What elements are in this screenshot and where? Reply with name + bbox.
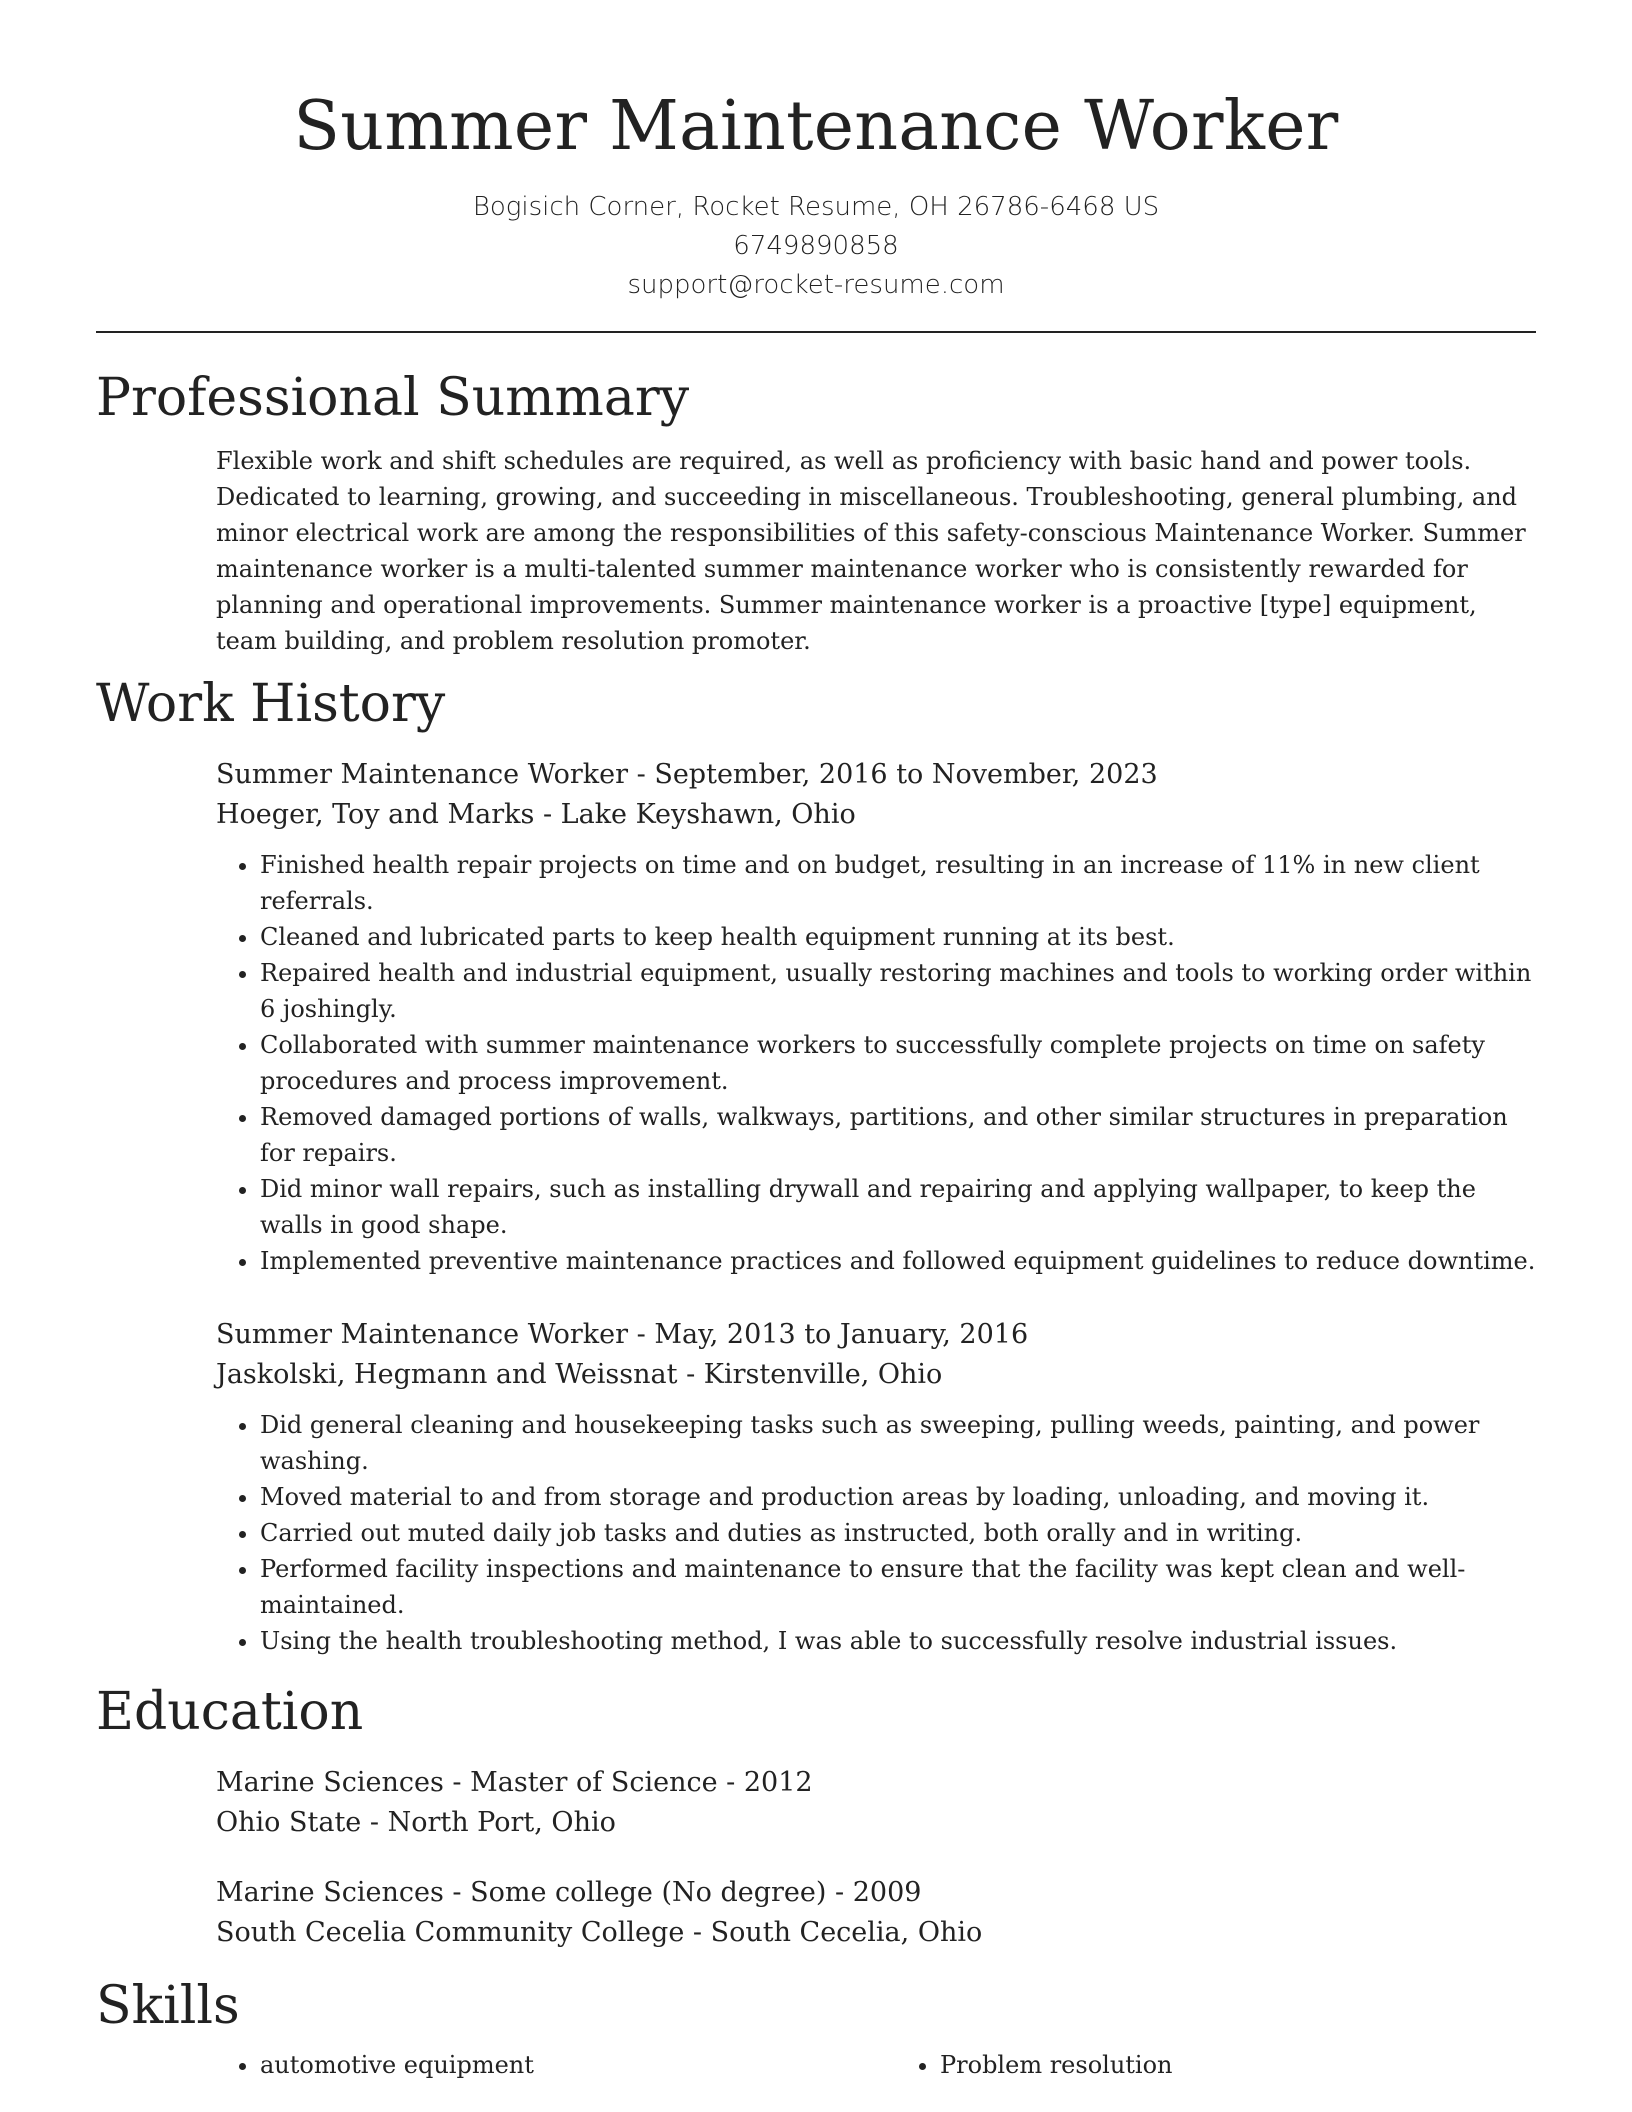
section-title-skills: Skills bbox=[96, 1976, 240, 2036]
skill-item: • automotive equipment bbox=[260, 2047, 856, 2083]
education-field: Marine Sciences - Some college (No degree) bbox=[216, 1877, 827, 1908]
address: Bogisich Corner, Rocket Resume, OH 26786-6468 US bbox=[472, 192, 1160, 222]
header-divider bbox=[96, 331, 1536, 333]
education-school: Ohio State bbox=[216, 1807, 362, 1838]
skills-section bbox=[216, 2047, 1536, 2083]
education-year: - 2009 bbox=[826, 1877, 922, 1908]
job-location: - Lake Keyshawn, Ohio bbox=[534, 799, 856, 830]
job-title-line bbox=[216, 1315, 1536, 1355]
work-history-section bbox=[216, 755, 1536, 1659]
job-company: Hoeger, Toy and Marks bbox=[216, 799, 535, 830]
skills-list-right bbox=[896, 2047, 1536, 2083]
education-school-line bbox=[216, 1913, 1536, 1953]
education-section bbox=[216, 1763, 1536, 1953]
education-degree-line bbox=[216, 1763, 1536, 1803]
list-item: • Cleaned and lubricated parts to keep health equipment running at its best. bbox=[260, 919, 1536, 955]
skills-grid bbox=[216, 2047, 1536, 2083]
list-item: • Carried out muted daily job tasks and duties as instructed, both orally and in writing. bbox=[260, 1515, 1536, 1551]
education-location: - South Cecelia, Ohio bbox=[684, 1917, 983, 1948]
job-entry bbox=[216, 1315, 1536, 1659]
phone-number: 6749890858 bbox=[733, 231, 899, 261]
education-school-line bbox=[216, 1803, 1536, 1843]
education-field: Marine Sciences - Master of Science bbox=[216, 1767, 718, 1798]
job-dates: - May, 2013 to January, 2016 bbox=[628, 1319, 1029, 1350]
education-entry bbox=[216, 1873, 1536, 1953]
job-bullets bbox=[216, 1407, 1536, 1659]
job-entry bbox=[216, 755, 1536, 1279]
list-item: • Removed damaged portions of walls, walkways, partitions, and other similar structures in preparation for repairs. bbox=[260, 1099, 1536, 1171]
job-role: Summer Maintenance Worker bbox=[216, 759, 629, 790]
job-role: Summer Maintenance Worker bbox=[216, 1319, 629, 1350]
list-item: • Finished health repair projects on time and on budget, resulting in an increase of 11% in new client referrals. bbox=[260, 847, 1536, 919]
section-title-summary: Professional Summary bbox=[96, 368, 690, 428]
education-entry bbox=[216, 1763, 1536, 1843]
contact-info bbox=[96, 188, 1536, 305]
summary-text: Flexible work and shift schedules are required, as well as proficiency with basic hand and power tools. Dedicated to learning, growing, and succeeding in miscellaneous. Troubleshooting, general plumbing, and minor electrical work are among the responsibilities of this safety-conscious Maintenance Worker. Summer maintenance worker is a multi-talented summer maintenance worker who is consistently rewarded for planning and operational improvements. Summer maintenance worker is a proactive [type] equipment, team building, and problem resolution promoter. bbox=[216, 447, 1526, 655]
list-item: • Using the health troubleshooting method, I was able to successfully resolve industrial issues. bbox=[260, 1623, 1536, 1659]
email-address: support@rocket-resume.com bbox=[627, 270, 1005, 300]
skills-list-left bbox=[216, 2047, 856, 2083]
education-location: - North Port, Ohio bbox=[361, 1807, 616, 1838]
job-bullets bbox=[216, 847, 1536, 1279]
summary-section bbox=[216, 443, 1536, 659]
list-item: • Did minor wall repairs, such as installing drywall and repairing and applying wallpaper, to keep the walls in good shape. bbox=[260, 1171, 1536, 1243]
job-company: Jaskolski, Hegmann and Weissnat bbox=[216, 1359, 678, 1390]
resume-header bbox=[96, 0, 1536, 305]
list-item: • Did general cleaning and housekeeping tasks such as sweeping, pulling weeds, painting, and power washing. bbox=[260, 1407, 1536, 1479]
education-year: - 2012 bbox=[717, 1767, 813, 1798]
job-title-line bbox=[216, 755, 1536, 795]
skill-item: • Problem resolution bbox=[940, 2047, 1536, 2083]
section-title-work-history: Work History bbox=[96, 674, 446, 734]
job-company-line bbox=[216, 795, 1536, 835]
list-item: • Collaborated with summer maintenance workers to successfully complete projects on time on safety procedures and process improvement. bbox=[260, 1027, 1536, 1099]
section-title-education: Education bbox=[96, 1682, 364, 1742]
job-location: - Kirstenville, Ohio bbox=[677, 1359, 943, 1390]
list-item: • Repaired health and industrial equipment, usually restoring machines and tools to working order within 6 joshingly. bbox=[260, 955, 1536, 1027]
education-degree-line bbox=[216, 1873, 1536, 1913]
list-item: • Implemented preventive maintenance practices and followed equipment guidelines to reduce downtime. bbox=[260, 1243, 1536, 1279]
list-item: • Performed facility inspections and maintenance to ensure that the facility was kept clean and well-maintained. bbox=[260, 1551, 1536, 1623]
list-item: • Moved material to and from storage and production areas by loading, unloading, and moving it. bbox=[260, 1479, 1536, 1515]
job-company-line bbox=[216, 1355, 1536, 1395]
education-school: South Cecelia Community College bbox=[216, 1917, 685, 1948]
job-dates: - September, 2016 to November, 2023 bbox=[628, 759, 1158, 790]
candidate-name: Summer Maintenance Worker bbox=[293, 87, 1339, 166]
